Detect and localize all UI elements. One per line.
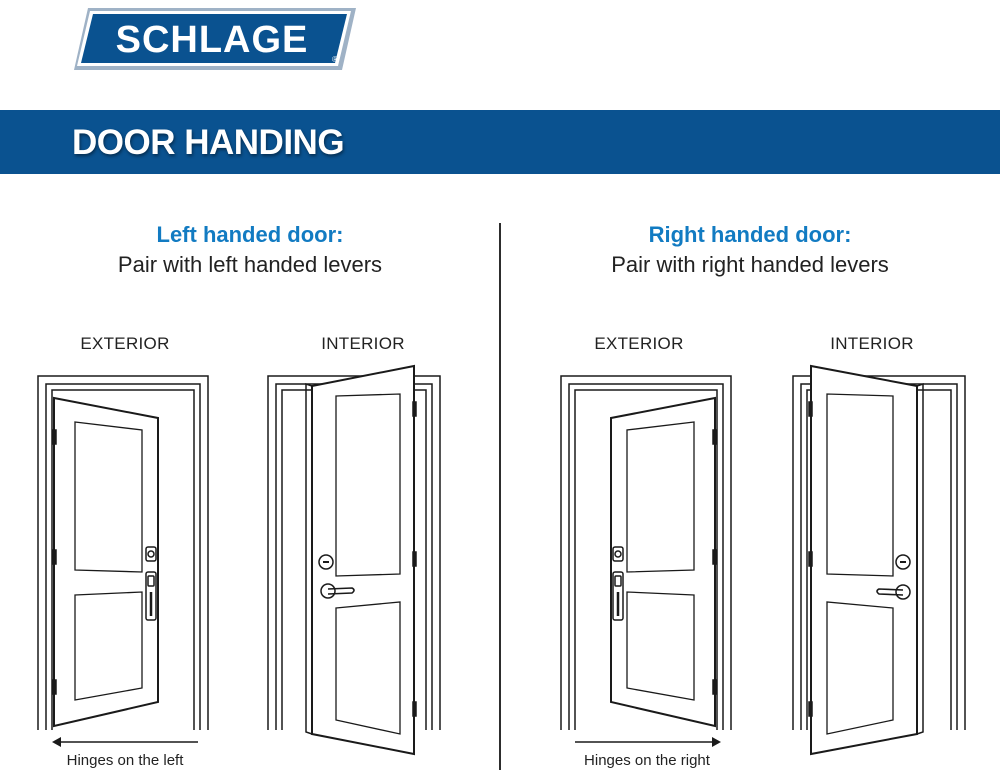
right-hinge-note: Hinges on the right	[584, 752, 710, 769]
left-heading: Left handed door:	[156, 222, 344, 247]
schlage-logo	[70, 6, 360, 72]
right-exterior-door	[553, 370, 743, 740]
left-interior-door	[262, 362, 447, 757]
left-hinge-note: Hinges on the left	[66, 752, 184, 769]
left-exterior-door	[30, 370, 220, 740]
left-exterior-label: EXTERIOR	[80, 334, 170, 353]
title-banner	[0, 110, 1000, 174]
right-heading: Right handed door:	[648, 222, 852, 247]
logo-text: SCHLAGE	[115, 19, 309, 61]
left-interior-label: INTERIOR	[321, 334, 405, 353]
right-exterior-label: EXTERIOR	[594, 334, 684, 353]
banner-title: DOOR HANDING	[72, 123, 345, 162]
right-interior-label: INTERIOR	[830, 334, 914, 353]
left-subheading: Pair with left handed levers	[117, 252, 383, 277]
door-leaf	[312, 366, 414, 754]
section-divider	[499, 223, 501, 770]
right-interior-door	[787, 362, 972, 757]
registered-mark: ®	[332, 55, 338, 64]
right-subheading: Pair with right handed levers	[611, 252, 889, 277]
